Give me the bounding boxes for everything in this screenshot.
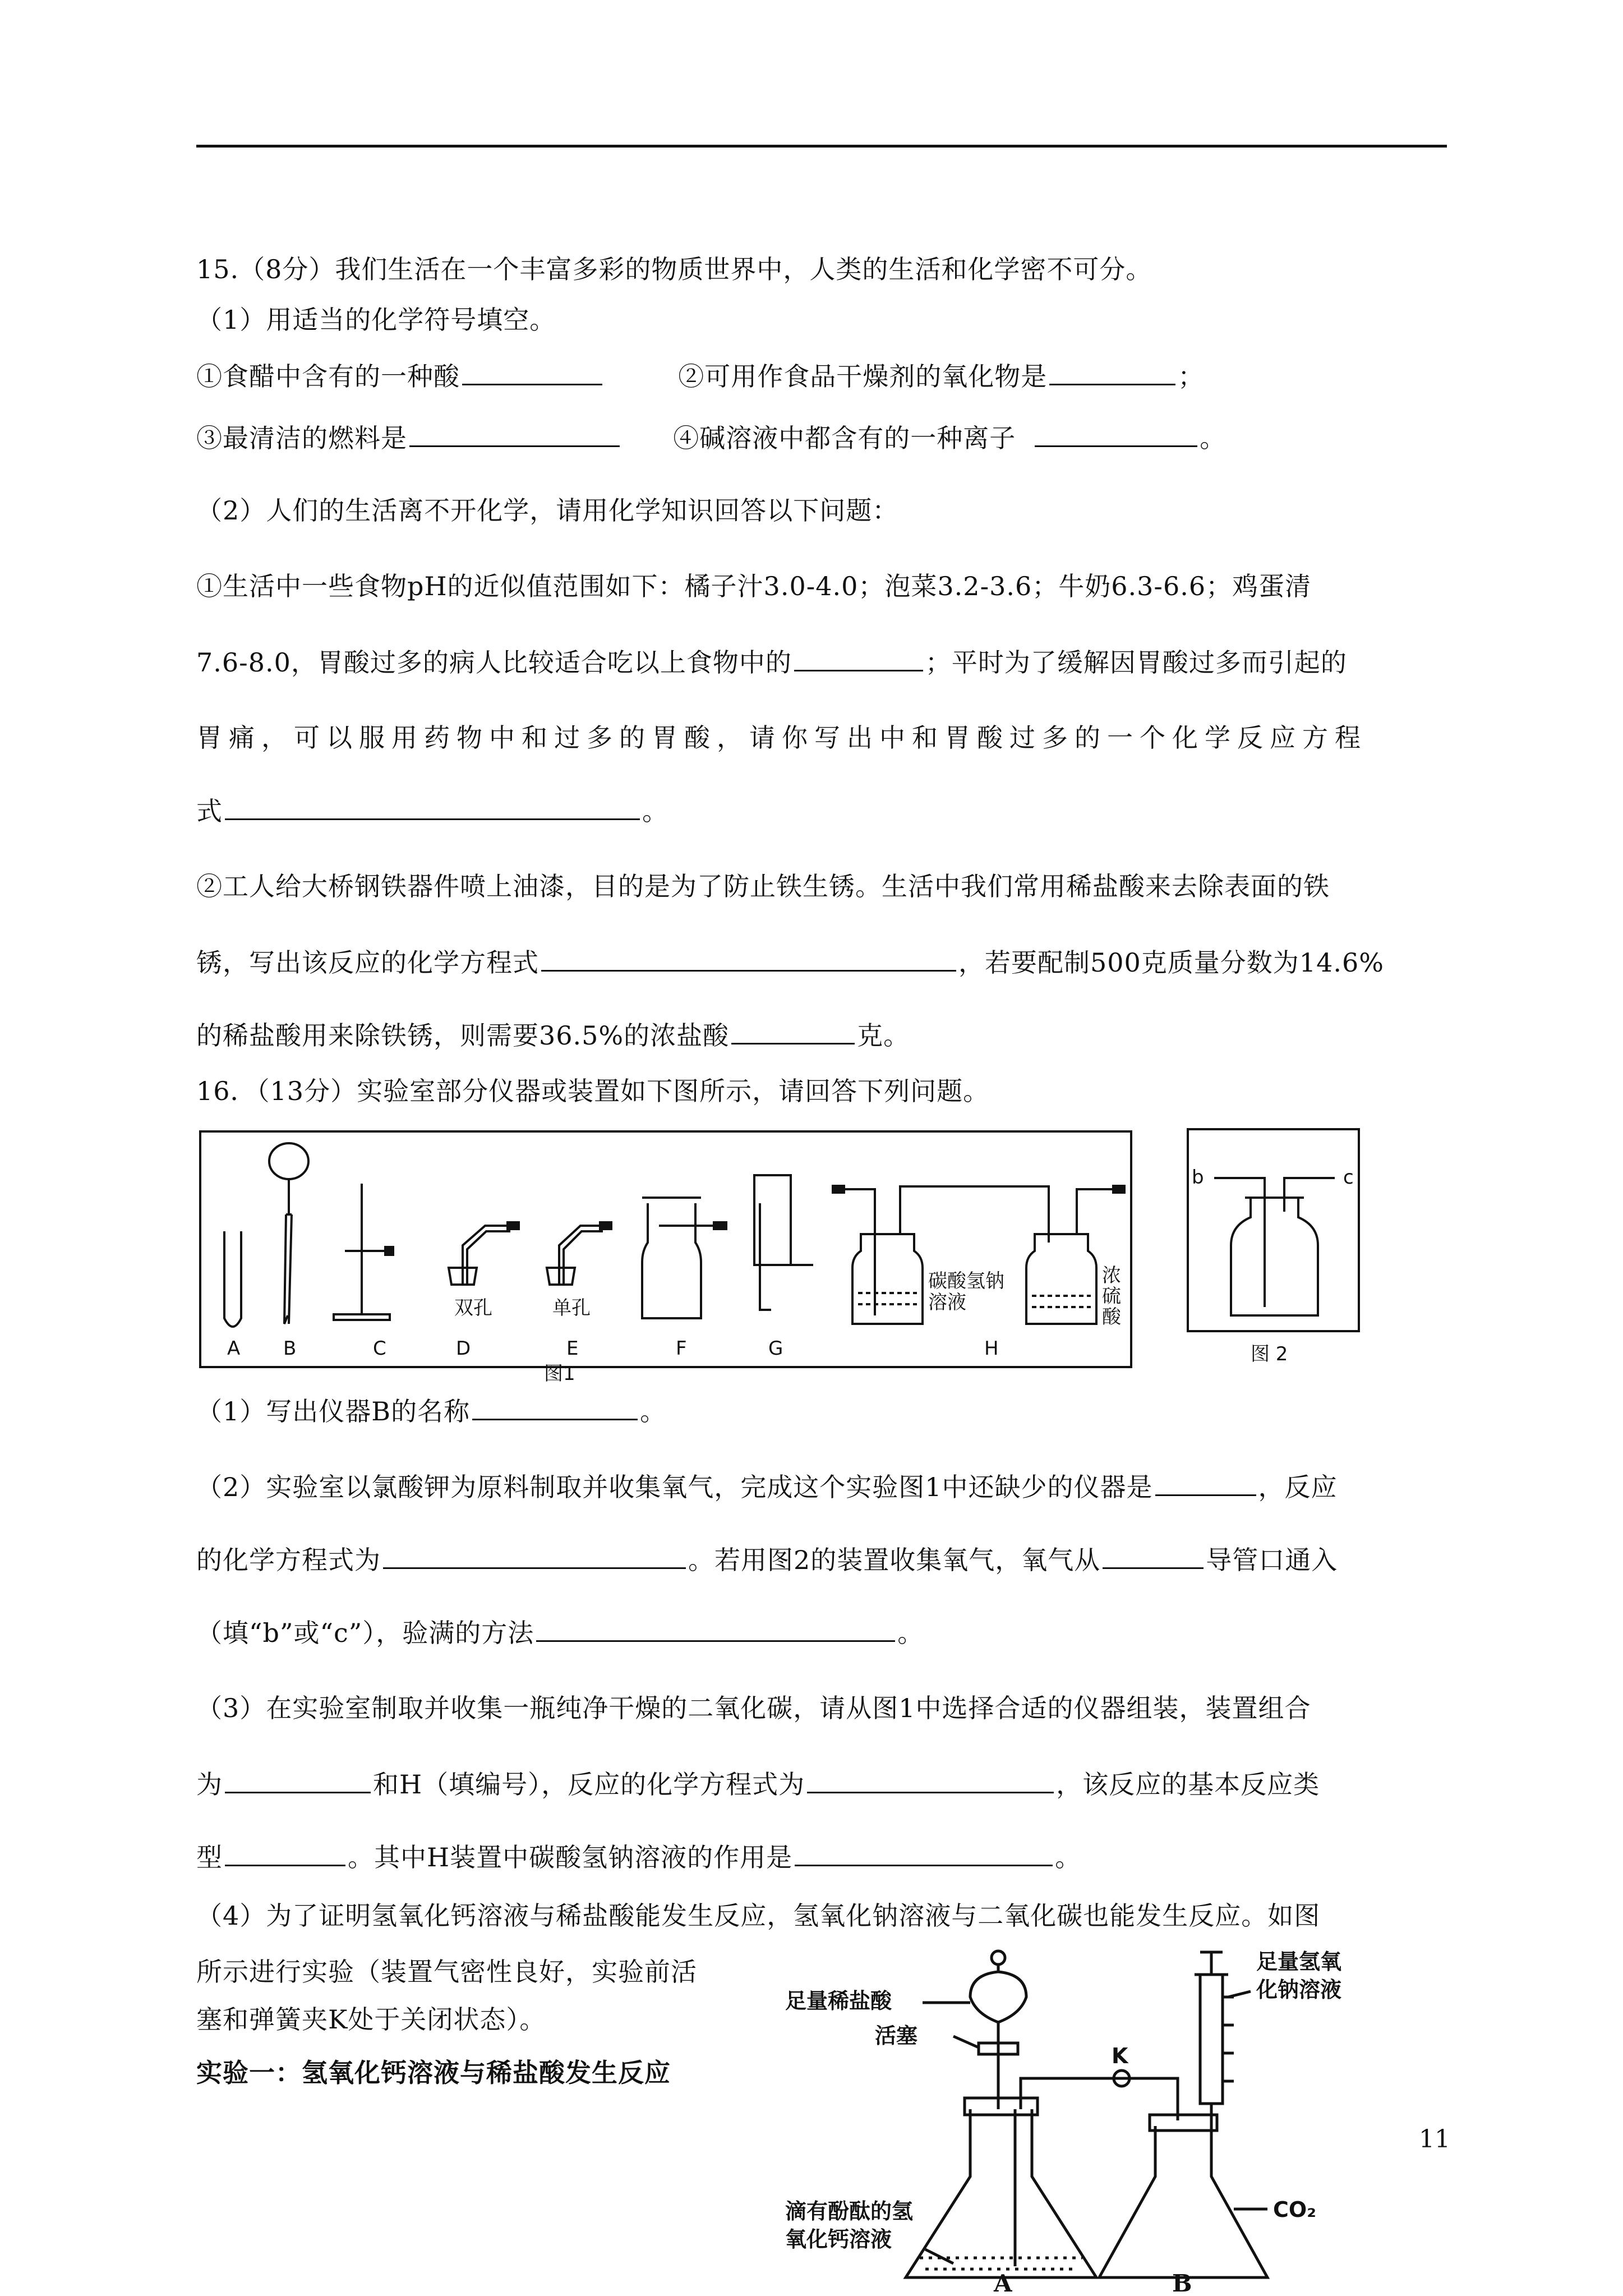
q15-items-row1: ①食醋中含有的一种酸 ②可用作食品干燥剂的氧化物是 ； <box>196 359 1204 393</box>
answer-blank[interactable] <box>472 1394 638 1420</box>
answer-blank[interactable] <box>1103 1543 1204 1569</box>
label-e-note: 单孔 <box>552 1297 591 1319</box>
gas-bottle <box>1214 1178 1335 1315</box>
q15-header: 15.（8分）我们生活在一个丰富多彩的物质世界中，人类的生活和化学密不可分。 <box>196 254 1152 284</box>
q16-s2c: （填“b”或“c”），验满的方法 。 <box>196 1616 924 1650</box>
label-dilute-hcl: 足量稀盐酸 <box>785 1989 892 2013</box>
label-clamp-k: K <box>1112 2044 1128 2068</box>
q15-items-row2: ③最清洁的燃料是 ④碱溶液中都含有的一种离子 。 <box>196 421 1226 455</box>
q15-part2: （2）人们的生活离不开化学，请用化学知识回答以下问题： <box>196 495 899 526</box>
q16-s4c: 塞和弹簧夹K处于关闭状态）。 <box>196 2004 546 2035</box>
label-h-right-3: 酸 <box>1102 1306 1121 1328</box>
label-naoh-1: 足量氢氧 <box>1256 1949 1342 1974</box>
label-h-left-1: 碳酸氢钠 <box>928 1270 1004 1292</box>
label-co2: CO₂ <box>1273 2197 1316 2222</box>
label-naoh-2: 化钠溶液 <box>1256 1977 1342 2002</box>
q15-p1b: 7.6-8.0，胃酸过多的病人比较适合吃以上食物中的 ；平时为了缓解因胃酸过多而引起的 <box>196 645 1347 679</box>
q15-p1a: ①生活中一些食物pH的近似值范围如下：橘子汁3.0-4.0；泡菜3.2-3.6；牛奶6.3-6.6；鸡蛋清 <box>196 571 1312 601</box>
figure-3-experiment-setup <box>785 1941 1430 2292</box>
q15-p2a: ②工人给大桥钢铁器件喷上油漆，目的是为了防止铁生锈。生活中我们常用稀盐酸来去除表面的铁 <box>196 871 1330 901</box>
q15-item1: ①食醋中含有的一种酸 <box>196 361 460 392</box>
q15-p1c: 胃痛，可以服用药物中和过多的胃酸，请你写出中和胃酸过多的一个化学反应方程 <box>196 723 1367 753</box>
label-d-note: 双孔 <box>454 1297 492 1319</box>
label-caoh2-2: 氧化钙溶液 <box>785 2227 892 2252</box>
answer-blank[interactable] <box>225 1767 371 1793</box>
q15-item4: ④碱溶液中都含有的一种离子 <box>673 423 1016 453</box>
experiment-1-heading: 实验一：氢氧化钙溶液与稀盐酸发生反应 <box>196 2058 671 2088</box>
water-trough-g <box>754 1175 813 1310</box>
answer-blank[interactable] <box>225 1840 345 1866</box>
q16-s4a: （4）为了证明氢氧化钙溶液与稀盐酸能发生反应，氢氧化钠溶液与二氧化碳也能发生反应。如图 <box>196 1901 1321 1931</box>
answer-blank[interactable] <box>409 421 620 447</box>
answer-blank[interactable] <box>794 645 923 671</box>
label-d: D <box>456 1337 471 1360</box>
header-rule <box>196 145 1447 148</box>
gas-jar-f <box>642 1198 726 1318</box>
label-h-right-1: 浓 <box>1102 1264 1121 1287</box>
label-g: G <box>768 1337 783 1360</box>
q16-s3c: 型 。其中H装置中碳酸氢钠溶液的作用是 。 <box>196 1840 1081 1874</box>
figure-2-caption: 图 2 <box>1251 1343 1288 1365</box>
q16-s2b: 的化学方程式为 。若用图2的装置收集氧气，氧气从 导管口通入 <box>196 1543 1338 1577</box>
page-number: 11 <box>1419 2125 1450 2154</box>
label-h: H <box>984 1337 999 1360</box>
q15-part1: （1）用适当的化学符号填空。 <box>196 305 556 335</box>
label-caoh2-1: 滴有酚酞的氢 <box>785 2199 914 2224</box>
q16-s1: （1）写出仪器B的名称 。 <box>196 1394 666 1428</box>
q15-p2b: 锈，写出该反应的化学方程式 ，若要配制500克质量分数为14.6% <box>196 945 1384 979</box>
label-f: F <box>676 1337 687 1360</box>
answer-blank[interactable] <box>731 1018 855 1045</box>
q16-header: 16．（13分）实验室部分仪器或装置如下图所示，请回答下列问题。 <box>196 1076 990 1106</box>
q16-s3a: （3）在实验室制取并收集一瓶纯净干燥的二氧化碳，请从图1中选择合适的仪器组装，装置组合 <box>196 1693 1311 1723</box>
label-e: E <box>566 1337 579 1360</box>
two-hole-stopper-d <box>449 1222 519 1285</box>
label-stopcock: 活塞 <box>875 2023 918 2048</box>
answer-blank[interactable] <box>462 359 602 385</box>
answer-blank[interactable] <box>1035 421 1197 447</box>
washing-bottles-h <box>833 1186 1124 1324</box>
flask-a-label: A <box>994 2270 1012 2292</box>
single-hole-stopper-e <box>547 1222 611 1285</box>
answer-blank[interactable] <box>1049 359 1175 385</box>
answer-blank[interactable] <box>536 1616 895 1642</box>
q16-s2a: （2）实验室以氯酸钾为原料制取并收集氧气，完成这个实验图1中还缺少的仪器是 ，反应 <box>196 1470 1338 1504</box>
test-tube-a <box>224 1231 241 1327</box>
answer-blank[interactable] <box>383 1543 686 1569</box>
label-b: B <box>283 1337 297 1360</box>
q16-s3b: 为 和H（填编号），反应的化学方程式为 ，该反应的基本反应类 <box>196 1767 1320 1801</box>
q15-p1d: 式 。 <box>196 794 668 828</box>
label-h-left-2: 溶液 <box>928 1291 966 1314</box>
q15-item2: ②可用作食品干燥剂的氧化物是 <box>678 361 1048 392</box>
answer-blank[interactable] <box>541 945 956 972</box>
figure-1-apparatus <box>199 1130 1133 1388</box>
label-h-right-2: 硫 <box>1102 1285 1121 1308</box>
flask-b-label: B <box>1172 2270 1192 2292</box>
answer-blank[interactable] <box>1155 1470 1256 1496</box>
figure-2-gas-bottle <box>1186 1128 1366 1374</box>
q15-p2c: 的稀盐酸用来除铁锈，则需要36.5%的浓盐酸 克。 <box>196 1018 910 1052</box>
answer-blank[interactable] <box>807 1767 1054 1793</box>
port-c-label: c <box>1343 1166 1354 1189</box>
answer-blank[interactable] <box>795 1840 1053 1866</box>
long-neck-funnel-b <box>269 1143 308 1324</box>
answer-blank[interactable] <box>225 794 640 820</box>
label-a: A <box>227 1337 241 1360</box>
q16-s4b: 所示进行实验（装置气密性良好，实验前活 <box>196 1957 697 1987</box>
q15-item3: ③最清洁的燃料是 <box>196 423 407 453</box>
figure-1-caption: 图1 <box>544 1363 575 1385</box>
port-b-label: b <box>1192 1166 1204 1189</box>
iron-stand-c <box>334 1184 393 1320</box>
label-c: C <box>373 1337 386 1360</box>
